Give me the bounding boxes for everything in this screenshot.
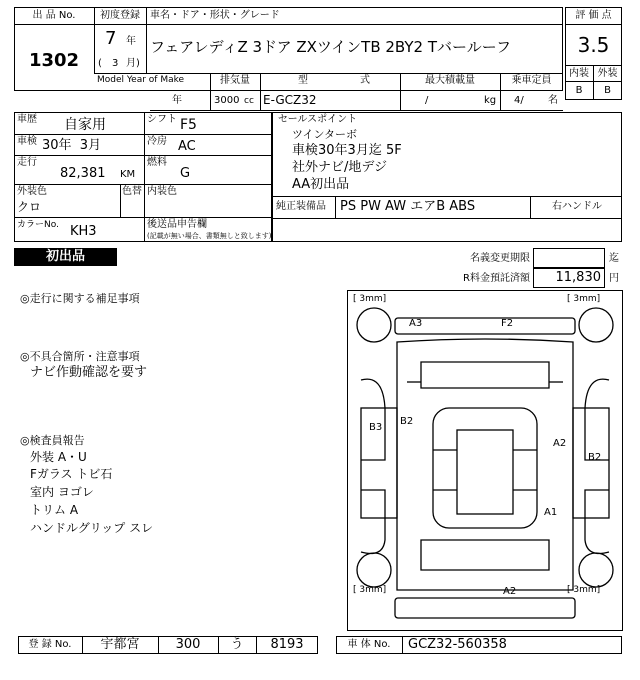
car-diagram: [347, 290, 623, 631]
damage-mark: F2: [501, 318, 514, 329]
inspection-label: 車検: [17, 136, 37, 147]
sales-point-line: ツインターボ: [292, 128, 358, 141]
equipment-label: 純正装備品: [276, 201, 326, 212]
sales-point-title: セールスポイント: [278, 114, 358, 125]
recycle-value: 11,830: [555, 270, 601, 285]
interior-grade: B: [575, 85, 583, 96]
capacity-unit: 名: [548, 95, 558, 106]
exterior-color-value: クロ: [17, 200, 42, 214]
documents-label: 後送品申告欄: [147, 219, 207, 230]
tread-front-left: [ 3mm]: [353, 294, 387, 304]
roof-panel: [457, 430, 513, 514]
exterior-color-label: 外装色: [17, 186, 47, 197]
interior-color-label: 内装色: [147, 186, 177, 197]
defects-line: ナビ作動確認を要す: [30, 365, 148, 380]
inspector-line: ハンドルグリップ スレ: [30, 521, 154, 535]
recycle-unit: 円: [609, 273, 619, 284]
sales-point-line: 社外ナビ/地デジ: [292, 160, 388, 175]
inspector-line: 外装 A・U: [30, 450, 87, 464]
history-value: 自家用: [64, 117, 106, 133]
damage-mark: A1: [544, 507, 558, 518]
wheel-front-left: [357, 308, 391, 342]
capacity-label: 乗車定員: [511, 75, 552, 86]
mileage-label: 走行: [17, 157, 37, 168]
month-open: (: [98, 58, 102, 69]
displacement-unit: cc: [244, 96, 254, 106]
registration-class: 300: [175, 637, 201, 652]
displacement-value: 3000: [214, 95, 240, 106]
max-load-unit: kg: [484, 95, 497, 106]
name-change-box: [533, 248, 605, 268]
steering-value: 右ハンドル: [552, 201, 602, 212]
car-name-label: 車名・ドア・形状・グレード: [150, 10, 280, 21]
damage-mark: B2: [588, 452, 602, 463]
ac-value: AC: [178, 139, 196, 154]
max-load-value: /: [425, 95, 429, 106]
door-right: [573, 408, 609, 518]
chassis-label: 車 体 No.: [347, 639, 391, 650]
first-registration-label: 初度登録: [100, 10, 140, 21]
name-change-label: 名義変更期限: [470, 253, 530, 264]
damage-mark: A2: [503, 586, 517, 597]
fuel-label: 燃料: [147, 157, 167, 168]
inspector-line: トリム A: [30, 503, 79, 517]
name-change-unit: 迄: [609, 253, 619, 264]
side-right-front: [585, 379, 609, 460]
month-unit: 月): [126, 58, 140, 69]
score-label: 評 価 点: [575, 10, 612, 21]
wheel-rear-right: [579, 553, 613, 587]
damage-mark: B2: [400, 416, 414, 427]
equipment-value: PS PW AW エアB ABS: [340, 199, 476, 214]
model-code: E-GCZ32: [263, 93, 317, 107]
displacement-label: 排気量: [220, 75, 250, 86]
registration-place: 宇都宮: [100, 637, 140, 652]
shift-value: F5: [180, 117, 197, 133]
lot-label: 出 品 No.: [32, 10, 76, 21]
inspector-title: ◎検査員報告: [20, 434, 85, 447]
hood-outline: [397, 339, 573, 358]
wheel-rear-left: [357, 553, 391, 587]
exterior-grade: B: [604, 85, 611, 96]
lot-number: 1302: [28, 50, 80, 71]
color-number-label: カラーNo.: [17, 220, 59, 230]
registration-number: 8193: [270, 637, 304, 652]
capacity-value: 4/: [514, 95, 524, 106]
inspection-value: 30年 3月: [42, 138, 102, 153]
inspector-line: Fガラス トビ石: [30, 467, 113, 481]
driving-notes-title: ◎走行に関する補足事項: [20, 292, 140, 305]
first-registration-year: 7: [105, 28, 117, 49]
interior-grade-label: 内装: [569, 68, 589, 79]
model-label: 型: [298, 75, 308, 86]
model-year-label: Model Year of Make: [97, 75, 185, 85]
color-change-label: 色替: [122, 186, 142, 197]
score-value: 3.5: [577, 33, 610, 57]
mileage-value: 82,381: [60, 166, 106, 181]
cabin-outline: [433, 408, 537, 528]
registration-kana: う: [230, 637, 244, 652]
side-left-front: [361, 379, 385, 460]
shift-label: シフト: [147, 114, 177, 125]
inspector-line: 室内 ヨゴレ: [30, 485, 94, 499]
max-load-label: 最大積載量: [425, 75, 475, 86]
registration-label: 登 録 No.: [28, 639, 72, 650]
tread-rear-right: [ 3mm]: [567, 585, 601, 595]
color-number-value: KH3: [70, 224, 97, 239]
sales-point-line: AA初出品: [292, 177, 350, 192]
body-outline: [397, 358, 573, 590]
defects-title: ◎不具合箇所・注意事項: [20, 350, 140, 363]
first-listing-text: 初出品: [45, 249, 85, 264]
first-registration-month: 3: [112, 58, 119, 69]
ac-label: 冷房: [147, 136, 167, 147]
car-name: フェアレディZ 3ドア ZXツインTB 2BY2 Tバールーフ: [150, 38, 511, 56]
recycle-label: R料金預託済額: [463, 273, 530, 284]
rear-hatch: [421, 540, 549, 570]
damage-mark: A3: [409, 318, 423, 329]
exterior-grade-label: 外装: [597, 68, 618, 79]
tread-front-right: [ 3mm]: [567, 294, 601, 304]
wheel-front-right: [579, 308, 613, 342]
fuel-value: G: [180, 166, 191, 181]
tread-rear-left: [ 3mm]: [353, 585, 387, 595]
history-label: 車歴: [17, 114, 37, 125]
side-left-rear: [361, 490, 385, 554]
first-registration-year-unit: 年: [126, 36, 136, 47]
damage-mark: A2: [553, 438, 567, 449]
chassis-number: GCZ32-560358: [408, 637, 507, 652]
model-year-unit: 年: [172, 95, 182, 106]
sales-point-line: 車検30年3月迄 5F: [292, 143, 402, 158]
mileage-unit: KM: [120, 169, 136, 180]
damage-mark: B3: [369, 422, 383, 433]
model-label-2: 式: [360, 75, 370, 86]
windshield: [421, 362, 549, 388]
rear-bumper: [395, 598, 575, 618]
side-right-rear: [585, 490, 609, 554]
documents-note: (記載が無い場合、書類無しと致します): [147, 232, 272, 240]
